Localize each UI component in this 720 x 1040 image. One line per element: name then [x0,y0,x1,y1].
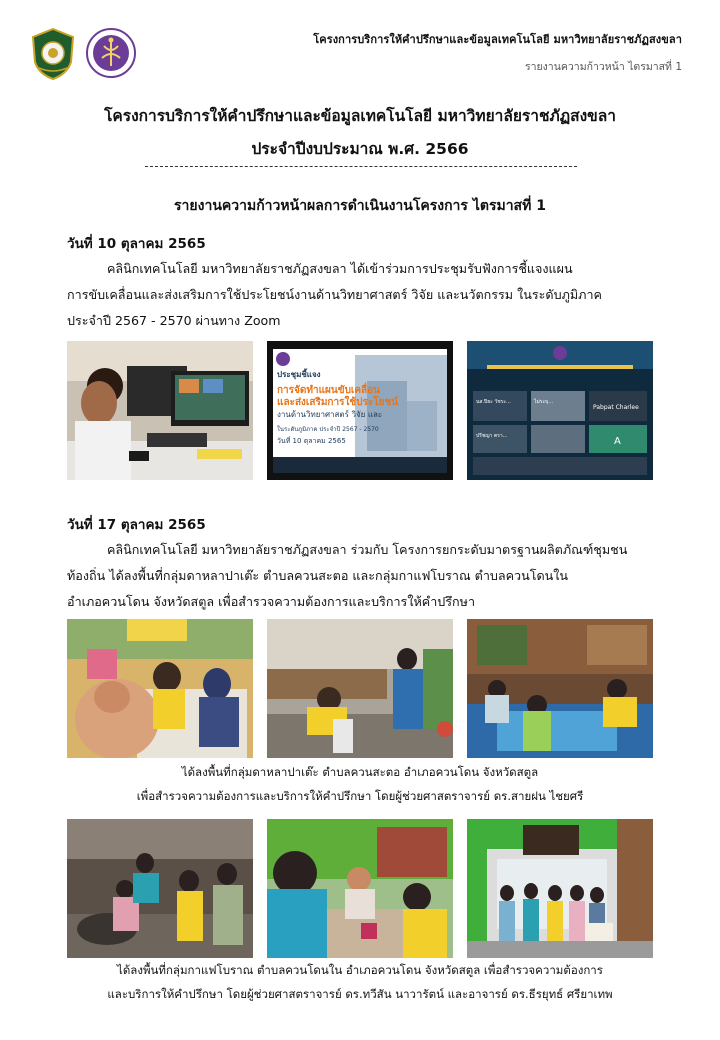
photo-zoom-gallery [467,341,653,480]
caption-line: เพื่อสำรวจความต้องการและบริการให้คำปรึกษา โดยผู้ช่วยศาสตราจารย์ ดร.สายฝน ไชยศรี [136,789,584,803]
zoom-tile-name: ไม่ระบุ... [534,399,554,405]
university-seal-logo [31,28,75,80]
slide-heading: ประชุมชี้แจง [277,370,321,379]
slide-region-line: ในระดับภูมิภาค ประจำปี 2567 - 2570 [277,426,379,433]
paragraph-line: ท้องถิ่น ได้ลงพื้นที่กลุ่มดาหลาปาเต๊ะ ตำบลควนสะตอ และกลุ่มกาแฟโบราณ ตำบลควนโดนใน [67,568,569,583]
photo-batik-group-meeting [67,619,253,758]
paragraph-line: อำเภอควนโดน จังหวัดสตูล เพื่อสำรวจความต้องการและบริการให้คำปรึกษา [67,594,476,609]
section1-date: วันที่ 10 ตุลาคม 2565 [67,236,206,252]
slide-date: วันที่ 10 ตุลาคม 2565 [277,437,346,445]
caption-line: ได้ลงพื้นที่กลุ่มกาแฟโบราณ ตำบลควนโดนใน อำเภอควนโดน จังหวัดสตูล เพื่อสำรวจความต้องการ [117,963,603,977]
paragraph-line: คลินิกเทคโนโลยี มหาวิทยาลัยราชภัฏสงขลา ได้เข้าร่วมการประชุมรับฟังการชี้แจงแผน [107,261,573,276]
caption-line: ได้ลงพื้นที่กลุ่มดาหลาปาเต๊ะ ตำบลควนสะตอ อำเภอควนโดน จังหวัดสตูล [181,765,539,779]
paragraph-line: การขับเคลื่อนและส่งเสริมการใช้ประโยชน์งานด้านวิทยาศาสตร์ วิจัย และนวัตกรรม ในระดับภูมิภาค [67,287,602,302]
zoom-tile-name: นส.ปิยะ วัชระ... [476,399,511,405]
paragraph-line: ประจำปี 2567 - 2570 ผ่านทาง Zoom [67,313,281,328]
photo-batik-painting [467,619,653,758]
document-title: โครงการบริการให้คำปรึกษาและข้อมูลเทคโนโลยี มหาวิทยาลัยราชภัฏสงขลา [104,107,616,125]
header-project-name: โครงการบริการให้คำปรึกษาและข้อมูลเทคโนโลยี มหาวิทยาลัยราชภัฏสงขลา [313,33,682,46]
photo-zoom-slide [267,341,453,480]
photo-staff-at-computer [67,341,253,480]
clinic-emblem-logo [86,28,136,78]
photo-caption-batik [0,760,720,808]
section2-date: วันที่ 17 ตุลาคม 2565 [67,517,206,533]
photo-coffee-group-portrait [467,819,653,958]
slide-title-line: งานด้านวิทยาศาสตร์ วิจัย และ [277,410,383,419]
section1-paragraph [67,256,657,334]
photo-coffee-consultation [267,819,453,958]
zoom-tile-name: Pabpat Charlee [593,404,639,411]
slide-title-line: และส่งเสริมการใช้ประโยชน์ [277,397,399,408]
slide-title-line: การจัดทำแผนขับเคลื่อน [277,385,381,396]
zoom-tile-name: A [614,436,621,447]
photo-caption-coffee [0,958,720,1006]
header-report-label: รายงานความก้าวหน้า ไตรมาสที่ 1 [524,61,682,73]
document-subtitle: ประจำปีงบประมาณ พ.ศ. 2566 [251,140,469,158]
section2-paragraph [67,537,657,615]
paragraph-line: คลินิกเทคโนโลยี มหาวิทยาลัยราชภัฏสงขลา ร่วมกับ โครงการยกระดับมาตรฐานผลิตภัณฑ์ชุมชน [107,542,628,557]
photo-coffee-roasting [67,819,253,958]
report-heading: รายงานความก้าวหน้าผลการดำเนินงานโครงการ ไตรมาสที่ 1 [174,198,546,214]
title-separator [145,166,577,167]
zoom-tile-name: ปรีชญา ตรา... [476,433,508,439]
photo-batik-workshop [267,619,453,758]
caption-line: และบริการให้คำปรึกษา โดยผู้ช่วยศาสตราจารย์ ดร.ทวีสัน นาวารัตน์ และอาจารย์ ดร.ธีรยุทธ์ ศรียาเทพ [107,987,613,1001]
page-header [313,30,682,75]
